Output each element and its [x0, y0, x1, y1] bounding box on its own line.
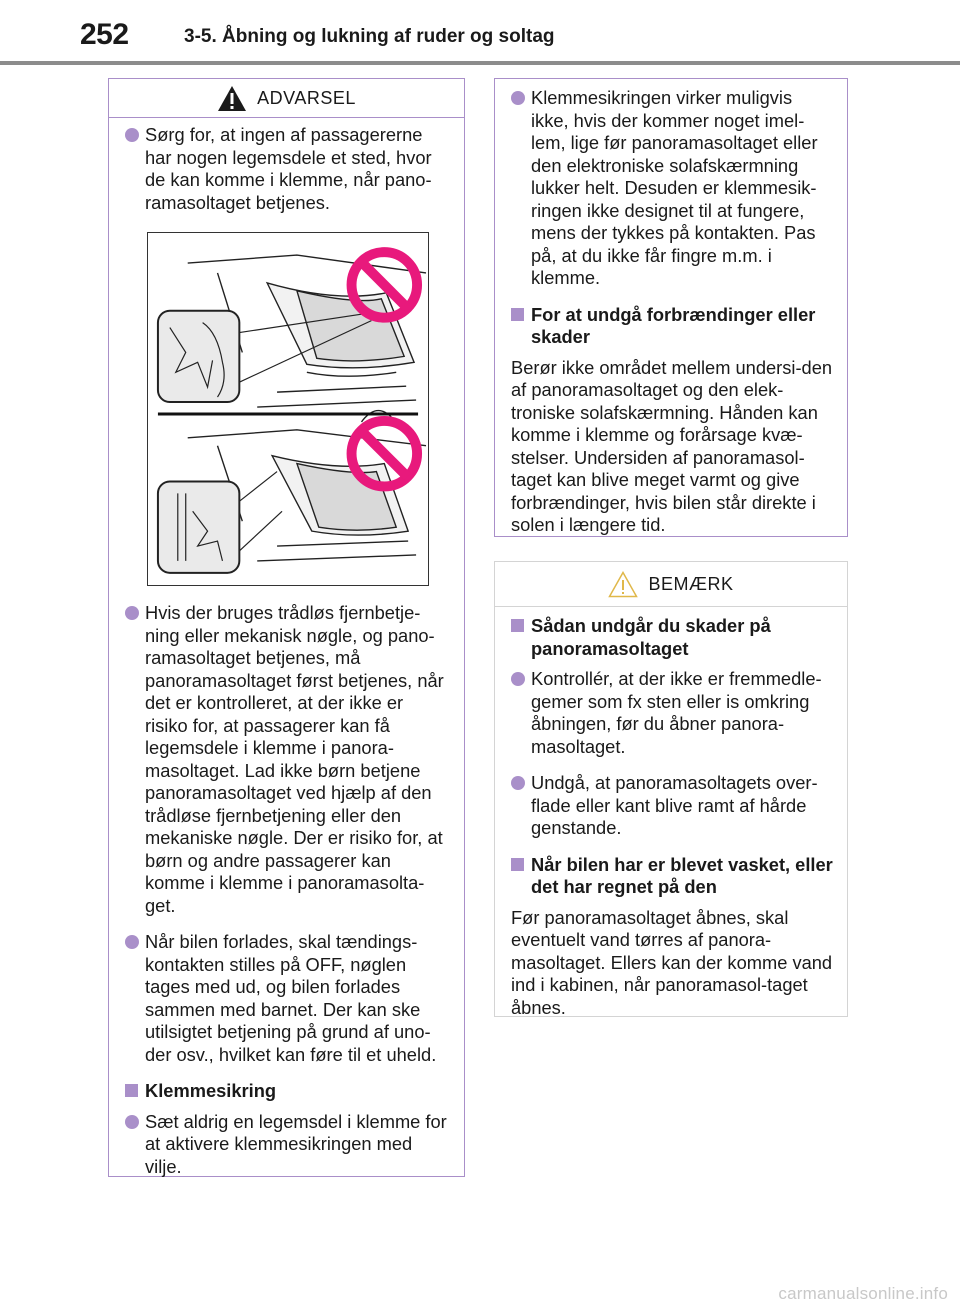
list-item [511, 668, 833, 758]
item-text: Når bilen forlades, skal tændings-kontakten stilles på OFF, nøglen tages med ud, og bilen forlades sammen med barnet. Der kan ske utilsigtet betjening på grund af uno-der osv., hvilket kan føre til et uheld. [145, 931, 437, 1065]
list-item [125, 602, 450, 917]
section-heading [125, 1080, 450, 1103]
item-text: Klemmesikringen virker muligvis ikke, hvis der kommer noget imel-lem, lige før panoramasoltaget eller den elektroniske solafskærmning lukker helt. Desuden er klemmesik-ringen ikke designet til at fungere, mens der tykkes på kontakten. Pas på, at du ikke får fingre m.m. i klemme. [531, 87, 818, 288]
square-bullet-icon [511, 858, 524, 871]
list-item [125, 931, 450, 1066]
square-bullet-icon [511, 308, 524, 321]
list-item [125, 1111, 450, 1179]
bullet-icon [511, 91, 525, 105]
page-number: 252 [80, 18, 129, 51]
paragraph-text: Før panoramasoltaget åbnes, skal eventuelt vand tørres af panora-masoltaget. Ellers kan der komme vand ind i kabinen, når panoramasol-taget åbnes. [511, 906, 833, 1018]
item-text: Hvis der bruges trådløs fjernbetje-ning eller mekanisk nøgle, og pano-ramasoltaget betjenes, må panoramasoltaget først betjenes, når det er kontrolleret, at der ikke er risiko for, at passagerer kan få legemsdele i klemme i panora-masoltaget. Lad ikke børn betjene panoramasoltaget ved hjælp af den trådløse fjernbetjening eller den mekaniske nøgle. Der er risiko for, at børn og andre passagerer kan komme i klemme i panoramasolta-get. [145, 602, 444, 916]
bullet-icon [125, 606, 139, 620]
item-text: Sørg for, at ingen af passagererne har nogen legemsdele et sted, hvor de kan komme i klemme, når pano-ramasoltaget betjenes. [145, 124, 432, 213]
paragraph [511, 357, 833, 537]
sunroof-illustration-drawing [148, 233, 428, 585]
bullet-icon [125, 935, 139, 949]
warning-box-body [109, 118, 464, 1178]
caution-triangle-icon [608, 571, 638, 598]
note-box [494, 561, 848, 1017]
paragraph-text: Berør ikke området mellem undersi-den af panoramasoltaget og den elek-troniske solafskærmning. Hånden kan komme i klemme og forårsage kvæ-stelser. Undersiden af panoramasol-taget kan blive meget varmt og give forbrændinger, hvis bilen står direkte i solen i længere tid. [511, 356, 833, 535]
square-bullet-icon [511, 619, 524, 632]
paragraph [511, 907, 833, 1020]
item-text: Kontrollér, at der ikke er fremmedle-gemer som fx sten eller is omkring åbningen, før du åbner panora-masoltaget. [531, 668, 822, 757]
warning-triangle-icon [217, 85, 247, 112]
note-box-header [495, 562, 847, 607]
list-item [511, 87, 833, 290]
heading-text: Når bilen har er blevet vasket, eller det har regnet på den [531, 853, 833, 897]
note-box-title: BEMÆRK [648, 573, 734, 594]
warning-box-continued-body [495, 79, 847, 537]
square-bullet-icon [125, 1084, 138, 1097]
heading-text: For at undgå forbrændinger eller skader [531, 303, 816, 347]
warning-box-title: ADVARSEL [257, 87, 356, 108]
watermark: carmanualsonline.info [778, 1284, 948, 1303]
heading-text: Klemmesikring [145, 1080, 277, 1101]
list-item [125, 124, 450, 214]
list-item [511, 772, 833, 840]
warning-box-continued [494, 78, 848, 537]
bullet-icon [511, 672, 525, 686]
item-text: Undgå, at panoramasoltagets over-flade eller kant blive ramt af hårde genstande. [531, 772, 818, 838]
section-heading [511, 304, 833, 349]
heading-text: Sådan undgår du skader på panoramasoltaget [531, 615, 771, 659]
section-heading [511, 854, 833, 899]
header-rule [0, 61, 960, 65]
warning-box [108, 78, 465, 1177]
bullet-icon [125, 128, 139, 142]
note-box-body [495, 607, 847, 1019]
section-heading [511, 615, 833, 660]
sunroof-pinch-illustration [147, 232, 429, 586]
warning-box-header [109, 79, 464, 118]
bullet-icon [125, 1115, 139, 1129]
item-text: Sæt aldrig en legemsdel i klemme for at aktivere klemmesikringen med vilje. [145, 1110, 447, 1177]
bullet-icon [511, 776, 525, 790]
chapter-title: 3-5. Åbning og lukning af ruder og soltag [184, 26, 555, 47]
